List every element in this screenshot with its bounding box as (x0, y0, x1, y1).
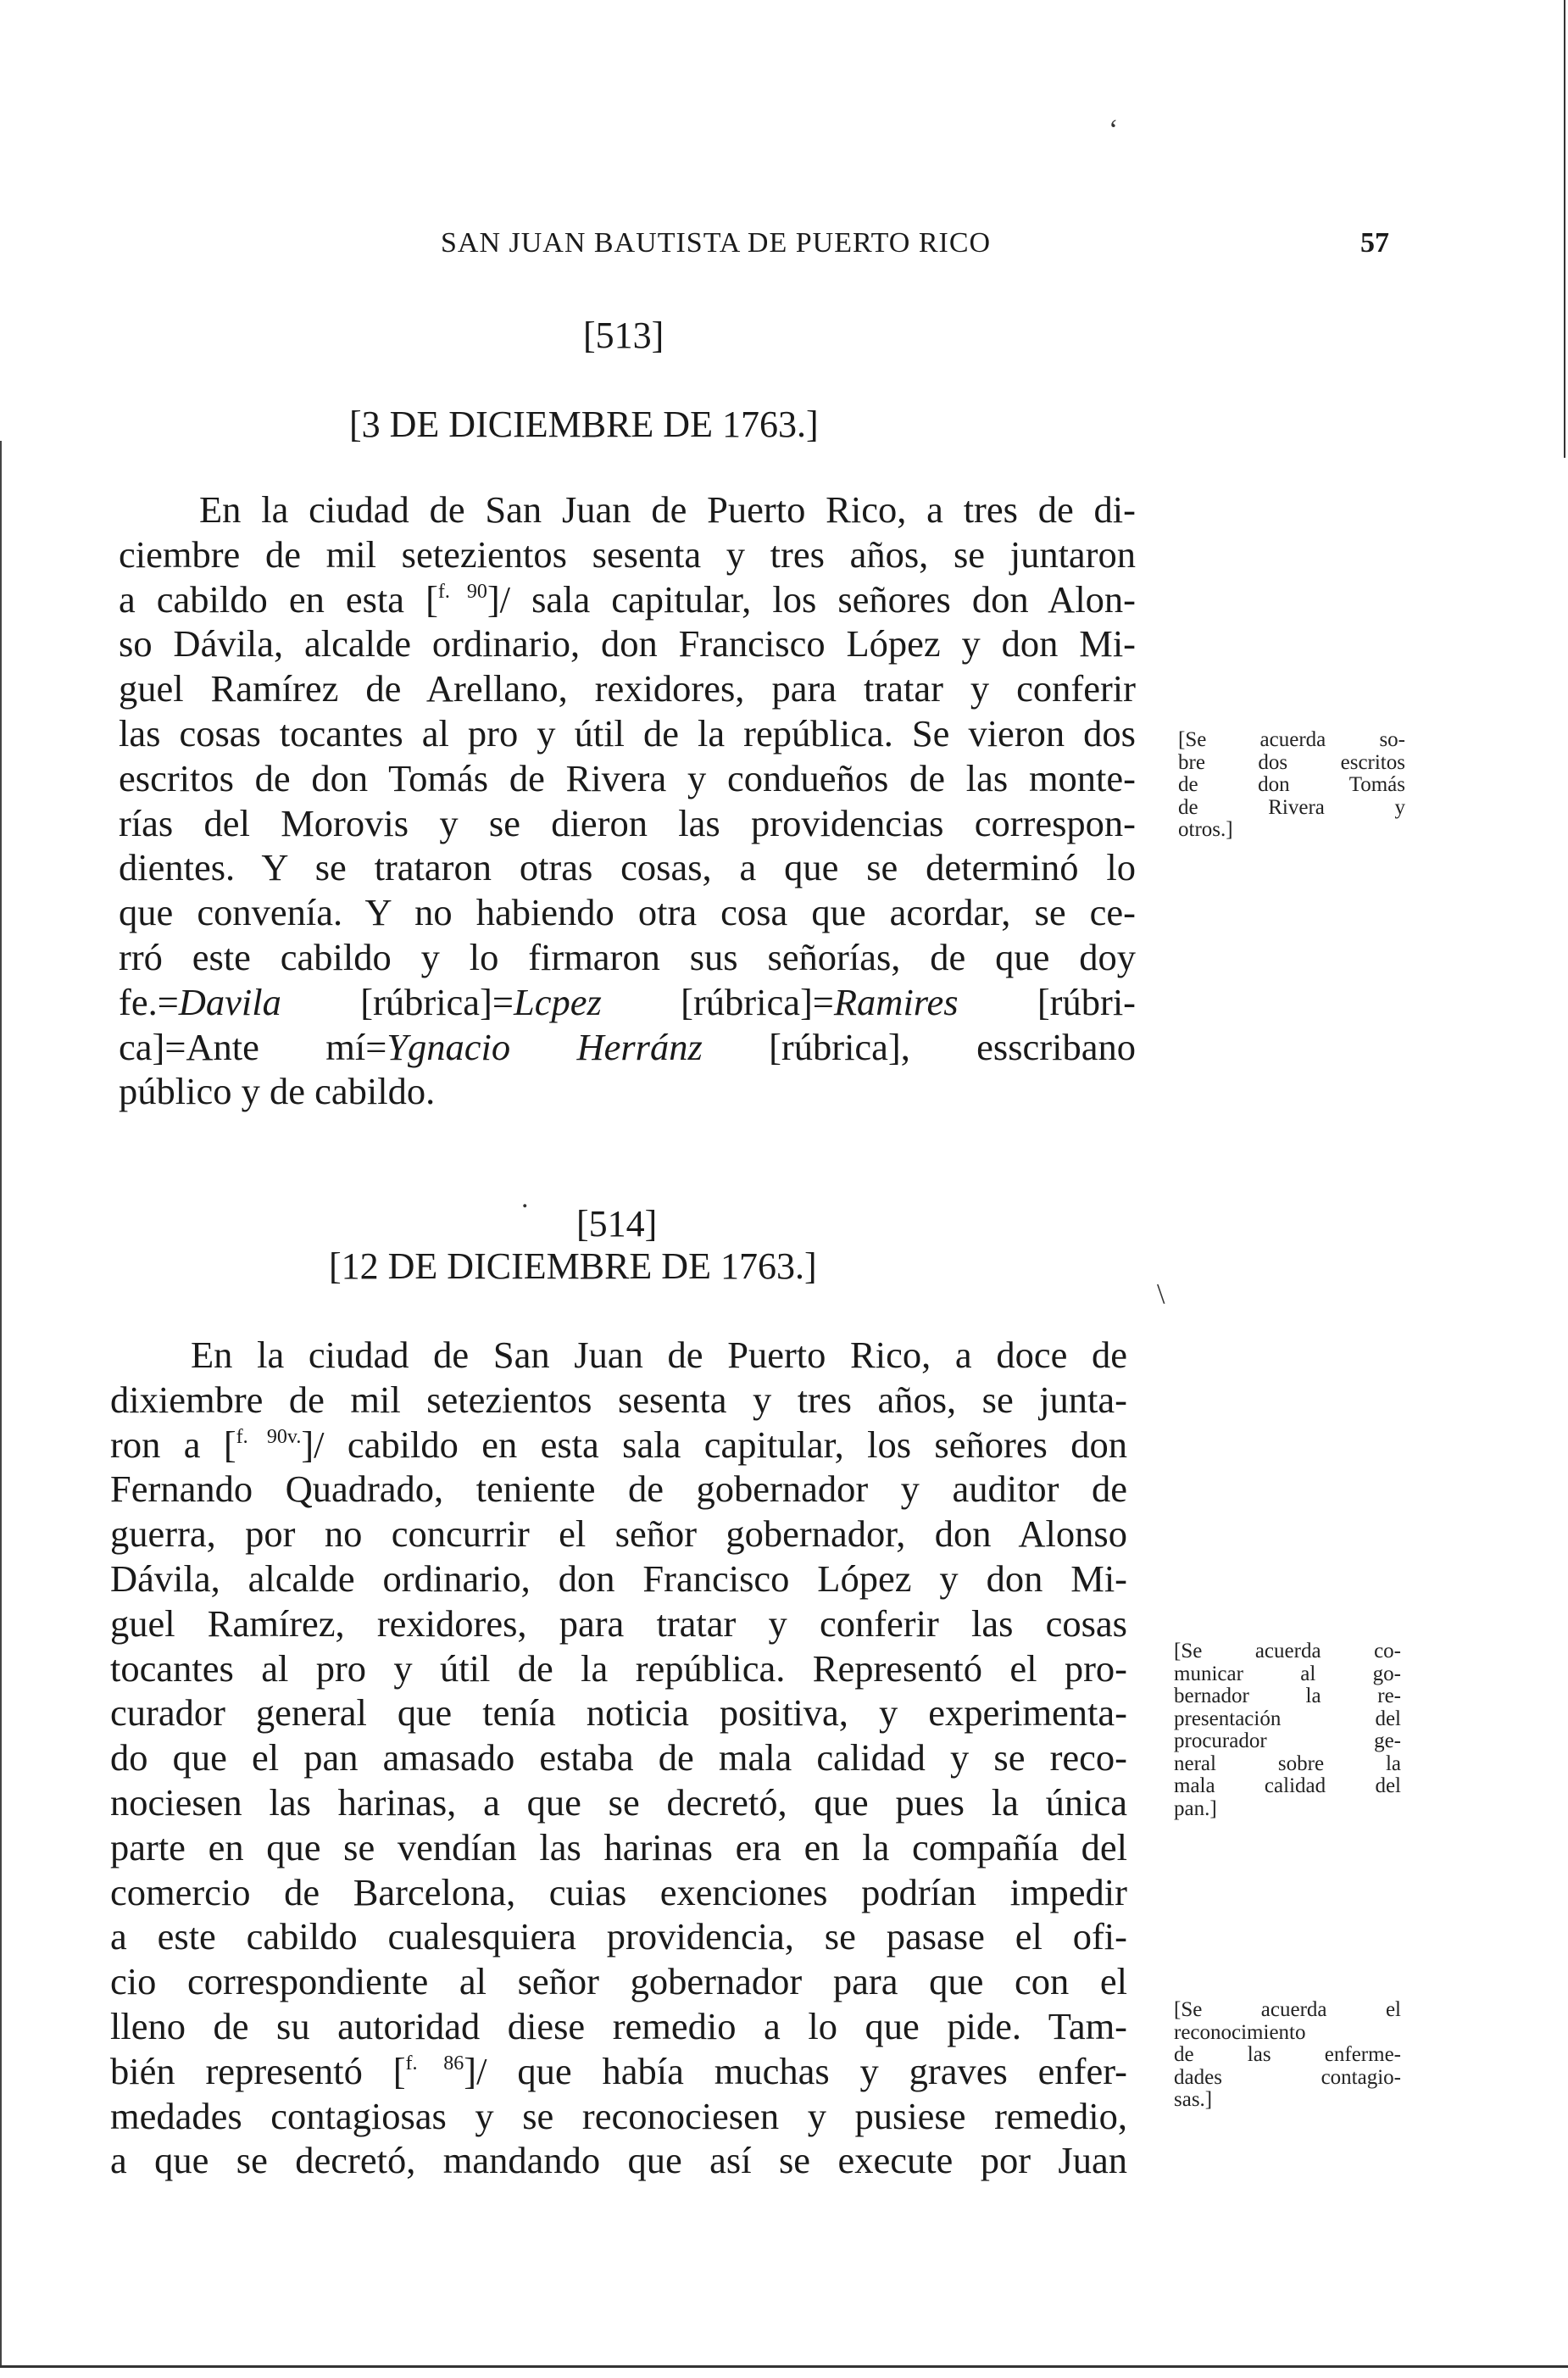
marginal-line: mala calidad del (1174, 1774, 1401, 1797)
text-line: ron a [$^{f. 90v.}$]/ cabildo en esta sala capitular, los señores don (110, 1423, 1127, 1466)
entry-text (119, 487, 1136, 1114)
entry-text (110, 1333, 1127, 2183)
text-line: rró este cabildo y lo firmaron sus señorías, de que doy (119, 935, 1136, 978)
marginal-line: [Se acuerda so- (1178, 728, 1405, 751)
marginal-line: procurador ge- (1174, 1729, 1401, 1752)
text-line: bién representó [$^{f. 86}$]/ que había muchas y graves enfer- (110, 2049, 1127, 2092)
text-line: so Dávila, alcalde ordinario, don Francisco López y don Mi- (119, 622, 1136, 666)
text-line: comercio de Barcelona, cuias exenciones podrían impedir (110, 1870, 1127, 1913)
text-line: dientes. Y se trataron otras cosas, a que se determinó lo (119, 846, 1136, 889)
marginal-line: bre dos escritos (1178, 750, 1405, 774)
text-line: guel Ramírez de Arellano, rexidores, para tratar y conferir (119, 667, 1136, 710)
text-line: Dávila, alcalde ordinario, don Francisco López y don Mi- (110, 1557, 1127, 1600)
marginal-line: dades contagio- (1174, 2065, 1401, 2089)
text-line: escritos de don Tomás de Rivera y condueños de las monte- (119, 756, 1136, 799)
marginal-line: [Se acuerda co- (1174, 1640, 1401, 1662)
stray-mark: . (521, 1183, 529, 1214)
text-line: cio correspondiente al señor gobernador para que con el (110, 1960, 1127, 2003)
marginal-line: bernador la re- (1174, 1685, 1401, 1707)
marginal-line: municar al go- (1174, 1662, 1401, 1685)
page-number: 57 (1360, 227, 1389, 259)
entry-date: [12 DE DICIEMBRE DE 1763.] (329, 1245, 817, 1287)
running-title: SAN JUAN BAUTISTA DE PUERTO RICO (441, 227, 992, 259)
text-line: a este cabildo cualesquiera providencia, se pasase el ofi- (110, 1915, 1127, 1958)
text-line: curador general que tenía noticia positiva, y experimenta- (110, 1691, 1127, 1735)
page-edge-line-right (1564, 0, 1565, 458)
marginal-line: sas.] (1174, 2088, 1213, 2111)
text-line: En la ciudad de San Juan de Puerto Rico, a tres de di- (199, 488, 1136, 531)
text-line: lleno de su autoridad diese remedio a lo que pide. Tam- (110, 2004, 1127, 2047)
marginal-line: de Rivera y (1178, 795, 1405, 819)
text-line: parte en que se vendían las harinas era en la compañía del (110, 1825, 1127, 1868)
text-line: dixiembre de mil setezientos sesenta y tres años, se junta- (110, 1378, 1127, 1421)
text-line: a que se decretó, mandando que así se execute por Juan (110, 2139, 1127, 2182)
entry-number: [514] (576, 1203, 658, 1245)
text-line: do que el pan amasado estaba de mala calidad y se reco- (110, 1736, 1127, 1779)
text-line: rías del Morovis y se dieron las providencias correspon- (119, 801, 1136, 844)
text-line: fe.=Davila [rúbrica]=Lcpez [rúbrica]=Ramires [rúbri- (119, 980, 1136, 1023)
text-line: guerra, por no concurrir el señor gobernador, don Alonso (110, 1512, 1127, 1556)
stray-mark: \ (1157, 1278, 1165, 1310)
marginal-line: [Se acuerda el (1174, 1998, 1401, 2021)
text-line: En la ciudad de San Juan de Puerto Rico, a doce de (191, 1334, 1127, 1376)
text-line: tocantes al pro y útil de la república. Representó el pro- (110, 1646, 1127, 1690)
marginal-line: pan.] (1174, 1796, 1217, 1820)
text-line: que convenía. Y no habiendo otra cosa que acordar, se ce- (119, 891, 1136, 934)
entry-date: [3 DE DICIEMBRE DE 1763.] (349, 404, 819, 445)
text-line: nociesen las harinas, a que se decretó, que pues la única (110, 1780, 1127, 1824)
marginal-line: presentación del (1174, 1707, 1401, 1730)
marginal-line: de don Tomás (1178, 773, 1405, 796)
entry-number: [513] (583, 315, 664, 356)
text-line: medades contagiosas y se reconociesen y pusiese remedio, (110, 2094, 1127, 2137)
text-line: público y de cabildo. (119, 1070, 436, 1113)
text-line: ca]=Ante mí=Ygnacio Herránz [rúbrica], esscribano (119, 1025, 1136, 1068)
marginal-note (1174, 1999, 1401, 2112)
text-line: las cosas tocantes al pro y útil de la república. Se vieron dos (119, 711, 1136, 755)
text-line: a cabildo en esta [$^{f. 90}$]/ sala capitular, los señores don Alon- (119, 577, 1136, 621)
text-line: guel Ramírez, rexidores, para tratar y conferir las cosas (110, 1601, 1127, 1645)
stray-mark: ʻ (1109, 114, 1119, 146)
marginal-line: de las enferme- (1174, 2043, 1401, 2066)
marginal-note (1178, 729, 1405, 842)
page-edge-line-left (0, 441, 2, 2365)
page-edge-line-bottom (0, 2365, 1568, 2368)
marginal-line: neral sobre la (1174, 1751, 1401, 1775)
marginal-note (1174, 1640, 1401, 1820)
text-line: ciembre de mil setezientos sesenta y tres años, se juntaron (119, 532, 1136, 576)
marginal-line: otros.] (1178, 818, 1233, 841)
text-line: Fernando Quadrado, teniente de gobernador y auditor de (110, 1467, 1127, 1511)
marginal-line: reconocimiento (1174, 2020, 1306, 2044)
